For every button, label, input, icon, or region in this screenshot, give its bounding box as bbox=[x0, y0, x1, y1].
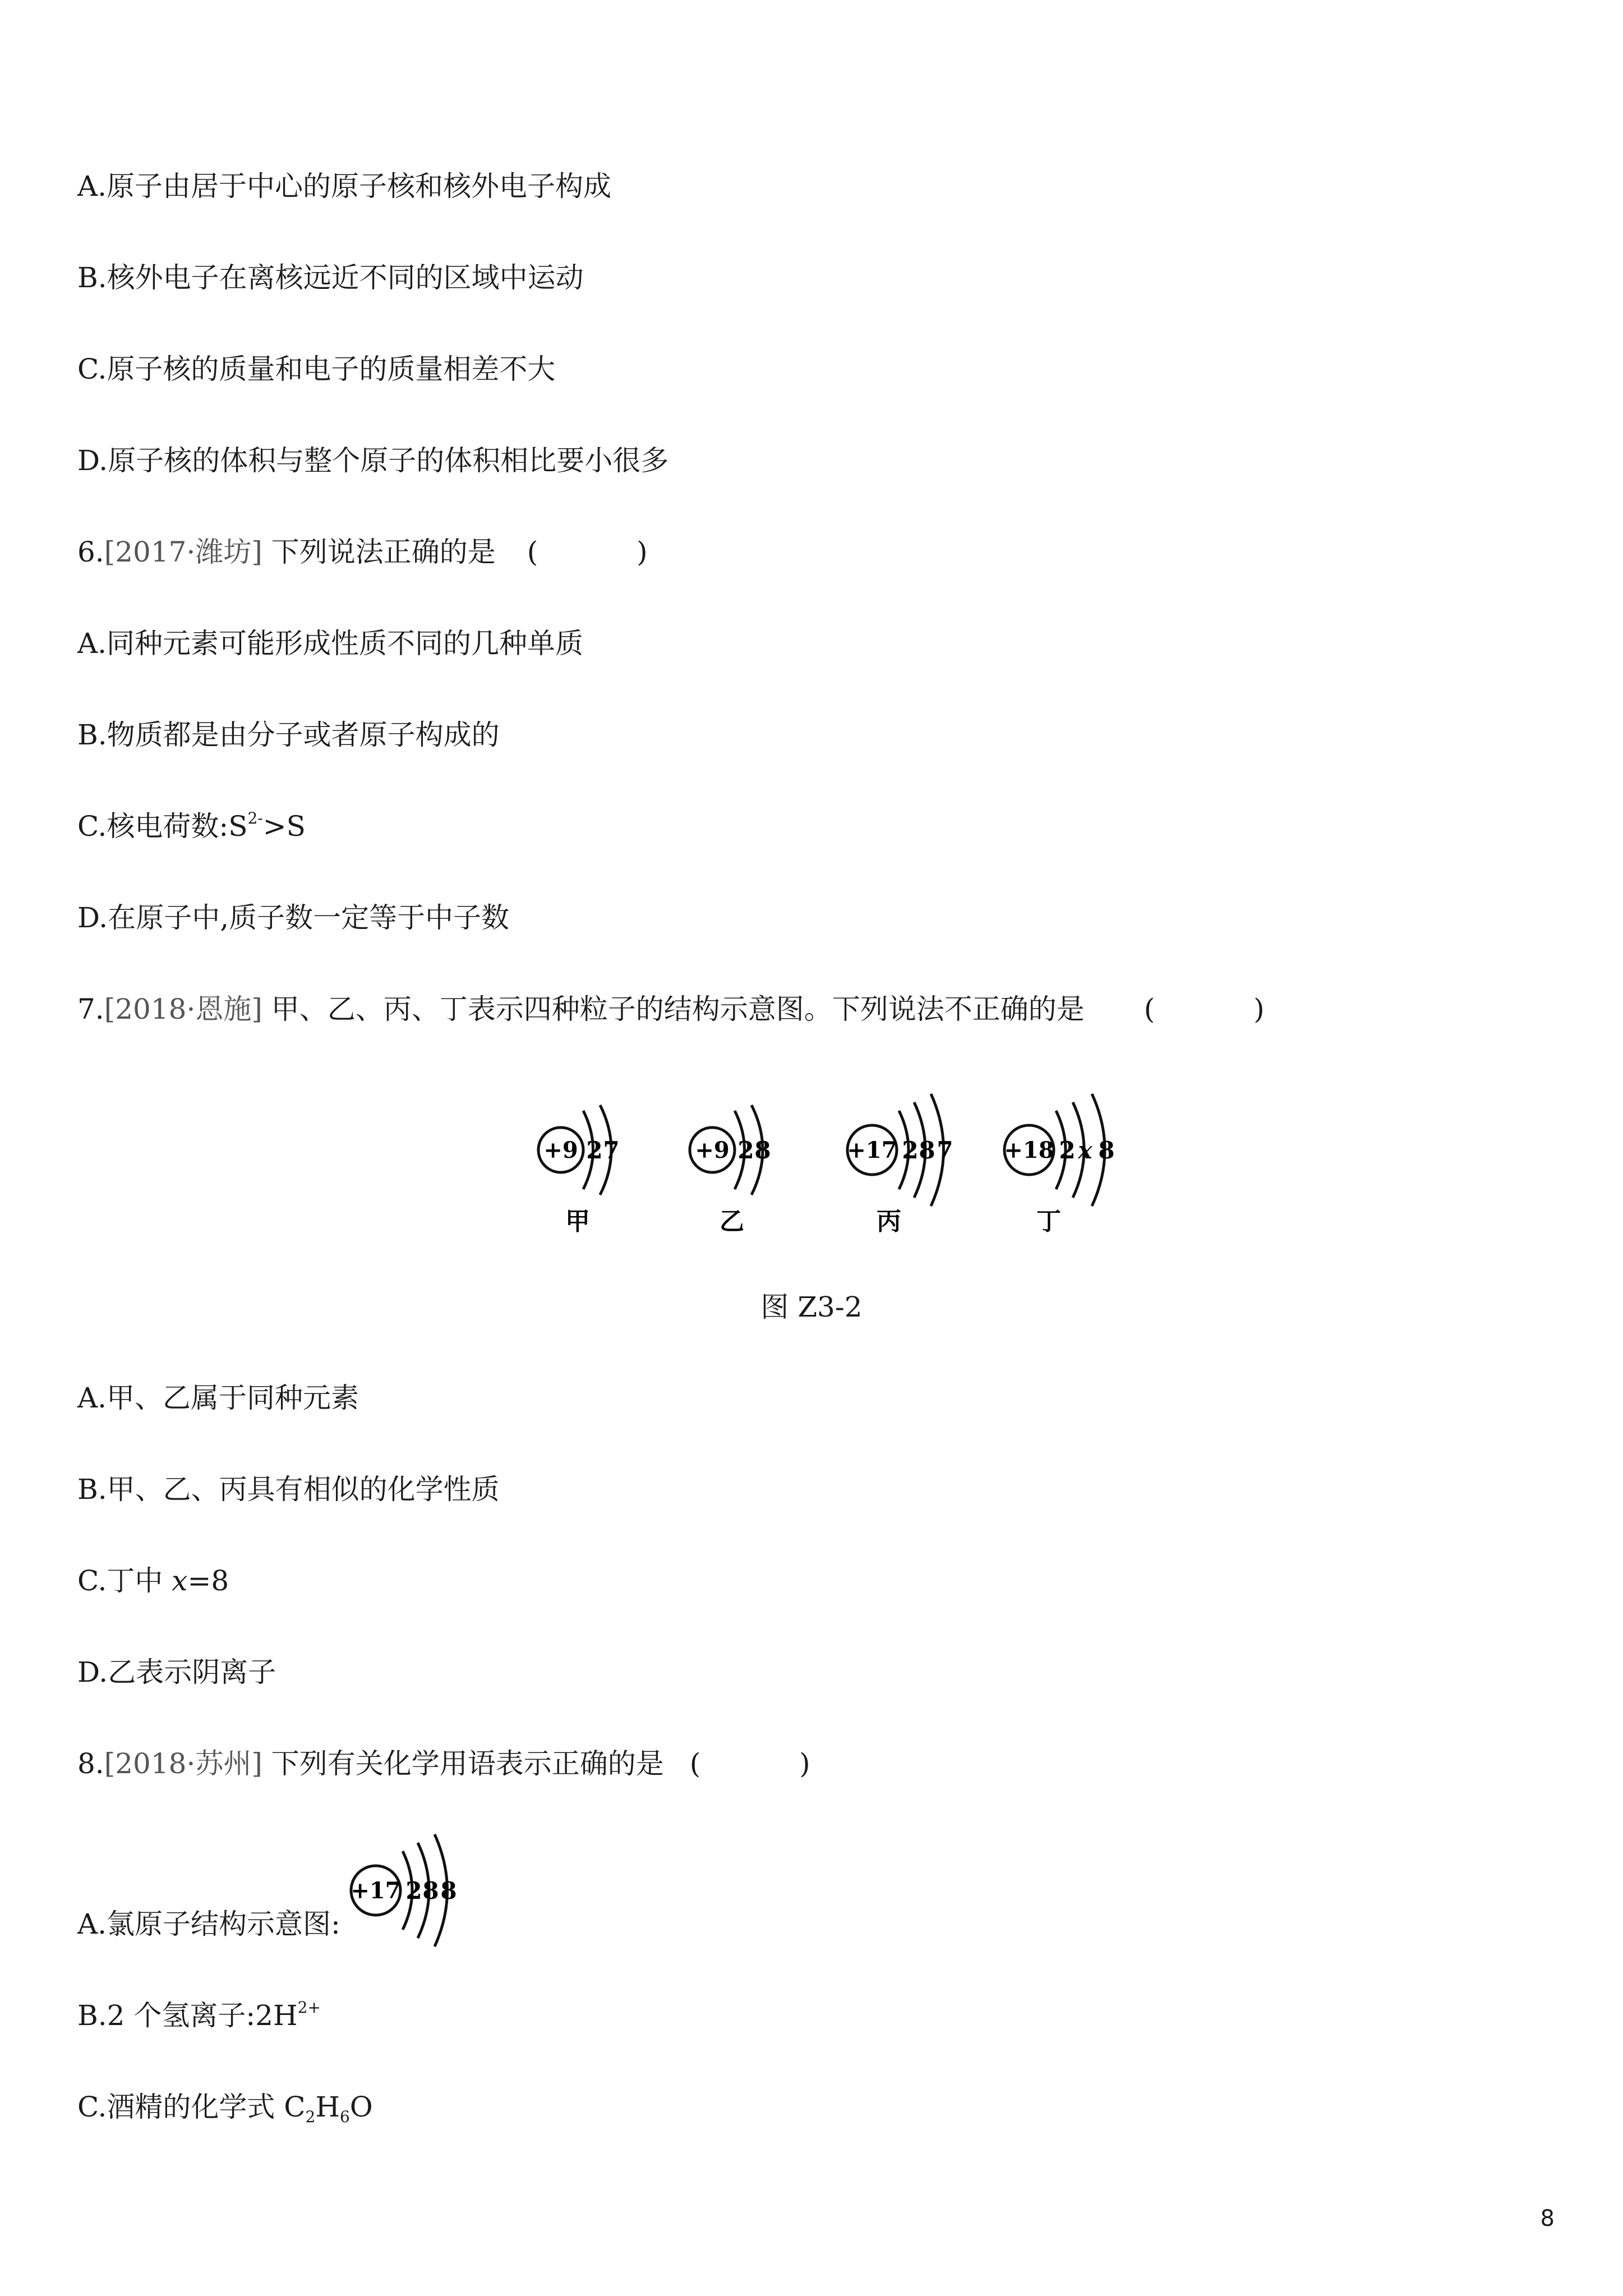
particle-bing-shell-1: 2 bbox=[902, 1137, 919, 1164]
q8-stem: 下列有关化学用语表示正确的是 bbox=[271, 1747, 664, 1780]
q6-option-c-charge: 2- bbox=[247, 809, 263, 827]
chlorine-atom-diagram bbox=[342, 1823, 488, 1958]
q5-option-d: D.原子核的体积与整个原子的体积相比要小很多 bbox=[77, 444, 669, 477]
q7-stem-line bbox=[77, 992, 1310, 1026]
q7-number: 7. bbox=[77, 993, 104, 1025]
q6-source: [2017·潍坊] bbox=[104, 536, 262, 568]
chlorine-nucleus: +17 bbox=[351, 1878, 401, 1904]
particle-ding-shell-1: 2 bbox=[1059, 1137, 1076, 1164]
particle-ding-shell-2: x bbox=[1078, 1137, 1092, 1164]
q6-option-b: B.物质都是由分子或者原子构成的 bbox=[77, 719, 500, 751]
q7-option-d: D.乙表示阴离子 bbox=[77, 1656, 276, 1688]
q8-option-c-post: O bbox=[349, 2091, 373, 2123]
particle-yi-shell-1: 2 bbox=[737, 1137, 754, 1164]
q6-answer-paren: ( ) bbox=[527, 536, 693, 568]
q6-option-c-pre: C.核电荷数:S bbox=[77, 810, 248, 843]
q8-option-c-sub1: 2 bbox=[305, 2108, 316, 2126]
q8-source: [2018·苏州] bbox=[104, 1747, 262, 1780]
q7-figure-caption: 图 Z3-2 bbox=[760, 1291, 863, 1323]
particle-yi-shell-2: 8 bbox=[754, 1137, 771, 1164]
particle-jia-label: 甲 bbox=[565, 1207, 590, 1236]
q7-option-c-pre: C.丁中 bbox=[77, 1565, 172, 1597]
particle-bing-label: 丙 bbox=[877, 1207, 901, 1236]
particle-bing bbox=[847, 1094, 953, 1206]
q7-stem: 甲、乙、丙、丁表示四种粒子的结构示意图。下列说法不正确的是 bbox=[271, 993, 1085, 1025]
chlorine-shell-2: 8 bbox=[422, 1877, 439, 1904]
q8-stem-line bbox=[77, 1747, 855, 1780]
particle-ding bbox=[1004, 1094, 1114, 1206]
q7-answer-paren: ( ) bbox=[1144, 993, 1310, 1025]
page-number: 8 bbox=[1540, 2206, 1555, 2231]
q8-option-a: A.氯原子结构示意图: bbox=[77, 1908, 340, 1940]
particle-ding-nucleus: +18 bbox=[1004, 1137, 1054, 1163]
q7-option-a: A.甲、乙属于同种元素 bbox=[77, 1382, 359, 1414]
q8-option-b-pre: B.2 个氢离子:2H bbox=[77, 1999, 298, 2032]
particle-bing-shell-2: 8 bbox=[919, 1137, 935, 1164]
particle-jia bbox=[538, 1105, 620, 1195]
particle-jia-shell-2: 7 bbox=[603, 1137, 620, 1164]
q7-option-c-post: =8 bbox=[187, 1565, 229, 1597]
q6-option-d: D.在原子中,质子数一定等于中子数 bbox=[77, 901, 510, 934]
q7-source: [2018·恩施] bbox=[104, 993, 262, 1025]
particle-yi bbox=[690, 1105, 771, 1195]
chlorine-shell-3: 8 bbox=[440, 1877, 457, 1904]
particle-bing-nucleus: +17 bbox=[847, 1137, 897, 1163]
particle-bing-shell-3: 7 bbox=[937, 1137, 953, 1164]
q7-figure bbox=[0, 1083, 1623, 1251]
q8-option-c bbox=[77, 2090, 373, 2124]
particle-jia-shell-1: 2 bbox=[586, 1137, 603, 1164]
q6-option-c bbox=[77, 809, 306, 843]
q8-option-c-sub2: 6 bbox=[339, 2108, 350, 2126]
q8-option-c-mid: H bbox=[315, 2091, 340, 2123]
q6-option-c-post: >S bbox=[262, 810, 306, 843]
particle-jia-nucleus: +9 bbox=[543, 1137, 578, 1163]
q8-answer-paren: ( ) bbox=[689, 1747, 855, 1780]
particle-yi-nucleus: +9 bbox=[695, 1137, 730, 1163]
particle-ding-shell-3: 8 bbox=[1098, 1137, 1115, 1164]
q8-option-b bbox=[77, 1999, 321, 2032]
q5-option-a: A.原子由居于中心的原子核和核外电子构成 bbox=[77, 170, 612, 203]
q7-option-c bbox=[77, 1564, 229, 1598]
q7-option-c-var: x bbox=[172, 1565, 188, 1597]
q5-option-c: C.原子核的质量和电子的质量相差不大 bbox=[77, 353, 556, 385]
q8-option-c-pre: C.酒精的化学式 C bbox=[77, 2091, 306, 2123]
q6-stem: 下列说法正确的是 bbox=[271, 536, 496, 568]
q8-option-b-charge: 2+ bbox=[297, 1998, 321, 2017]
q7-option-b: B.甲、乙、丙具有相似的化学性质 bbox=[77, 1473, 500, 1506]
q6-stem-line bbox=[77, 535, 693, 569]
q6-option-a: A.同种元素可能形成性质不同的几种单质 bbox=[77, 627, 584, 660]
particle-yi-label: 乙 bbox=[720, 1207, 744, 1236]
chlorine-shell-1: 2 bbox=[405, 1877, 422, 1904]
q6-number: 6. bbox=[77, 536, 104, 568]
q5-option-b: B.核外电子在离核远近不同的区域中运动 bbox=[77, 261, 584, 294]
q8-number: 8. bbox=[77, 1747, 104, 1780]
particle-ding-label: 丁 bbox=[1036, 1207, 1061, 1236]
